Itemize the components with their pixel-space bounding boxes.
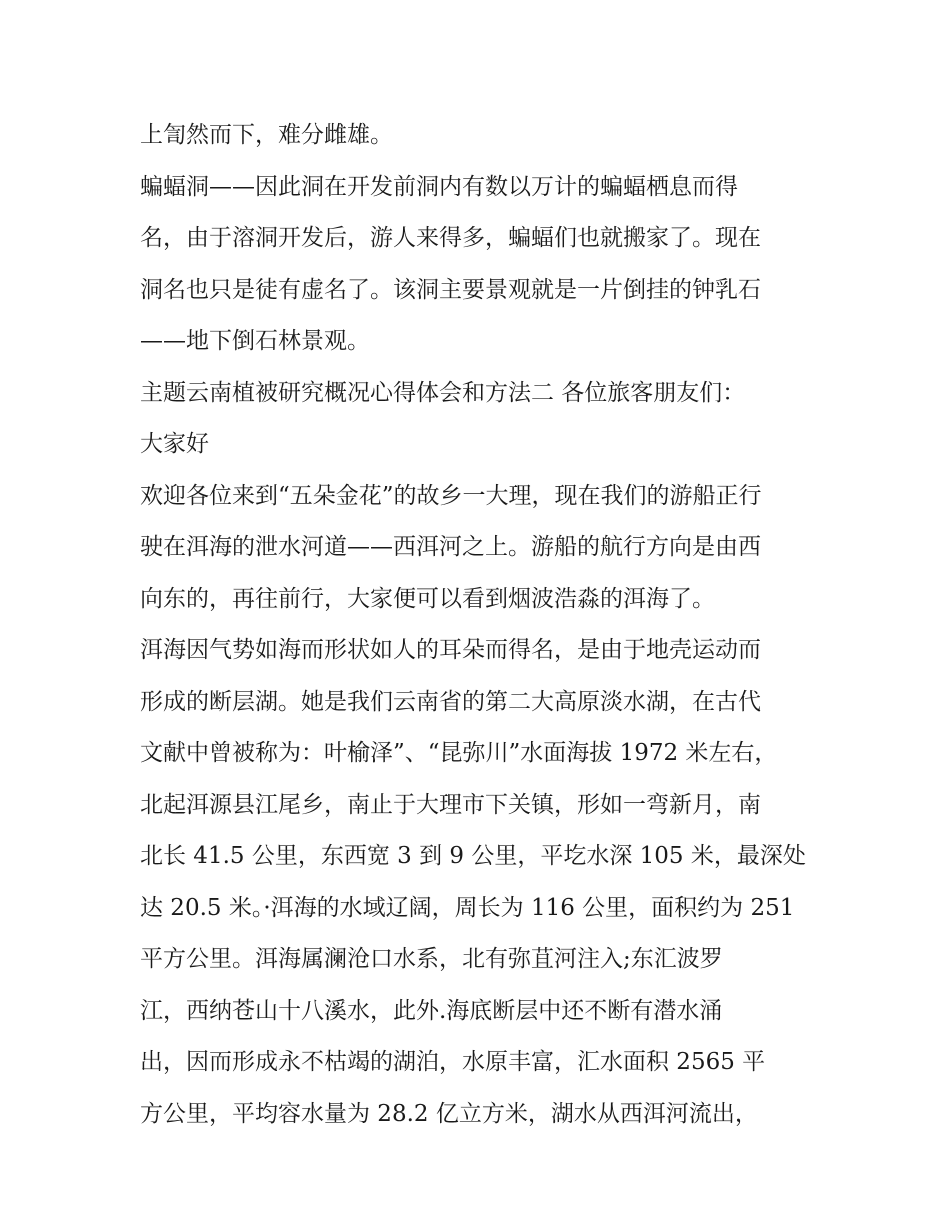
text-line: 江，西纳苍山十八溪水，此外.海底断层中还不断有潜水涌 xyxy=(140,997,723,1024)
text-line: 文献中曾被称为：叶榆泽”、“昆弥川”水面海拔 1972 米左右， xyxy=(140,740,778,766)
text-line: 北长 41.5 公里，东西宽 3 到 9 公里，平圪水深 105 米，最深处 xyxy=(140,843,806,869)
text-line: 上訇然而下，难分雌雄。 xyxy=(140,122,393,148)
text-line: 名，由于溶洞开发后，游人来得多，蝙蝠们也就搬家了。现在 xyxy=(140,225,761,251)
text-line: ——地下倒石林景观。 xyxy=(140,328,370,354)
text-line: 洱海因气势如海而形状如人的耳朵而得名，是由于地壳运动而 xyxy=(140,637,761,663)
text-line: 北起洱源县江尾乡，南止于大理市下关镇，形如一弯新月，南 xyxy=(140,791,761,818)
text-line: 形成的断层湖。她是我们云南省的第二大高原淡水湖，在古代 xyxy=(140,688,761,715)
text-line: 大家好 xyxy=(140,431,209,457)
text-line: 方公里，平均容水量为 28.2 亿立方米，湖水从西洱河流出， xyxy=(140,1100,758,1127)
text-line: 欢迎各位来到“五朵金花”的故乡一大理，现在我们的游船正行 xyxy=(140,482,762,509)
text-line: 驶在洱海的泄水河道——西洱河之上。游船的航行方向是由西 xyxy=(140,534,761,560)
text-line: 主题云南植被研究概况心得体会和方法二 各位旅客朋友们： xyxy=(140,379,746,406)
text-line: 平方公里。洱海属澜沧口水系，北有弥苴河注入;东汇波罗 xyxy=(140,946,723,972)
text-line: 洞名也只是徒有虚名了。该洞主要景观就是一片倒挂的钟乳石 xyxy=(140,276,761,303)
text-line: 出，因而形成永不枯竭的湖泊，水原丰富，汇水面积 2565 平 xyxy=(140,1049,766,1075)
text-line: 向东的，再往前行，大家便可以看到烟波浩淼的洱海了。 xyxy=(140,585,715,612)
text-line: 达 20.5 米。·洱海的水域辽阔，周长为 116 公里，面积约为 251 xyxy=(140,894,795,921)
body-text xyxy=(140,110,820,1140)
text-line: 蝙蝠洞——因此洞在开发前洞内有数以万计的蝙蝠栖息而得 xyxy=(140,173,738,200)
